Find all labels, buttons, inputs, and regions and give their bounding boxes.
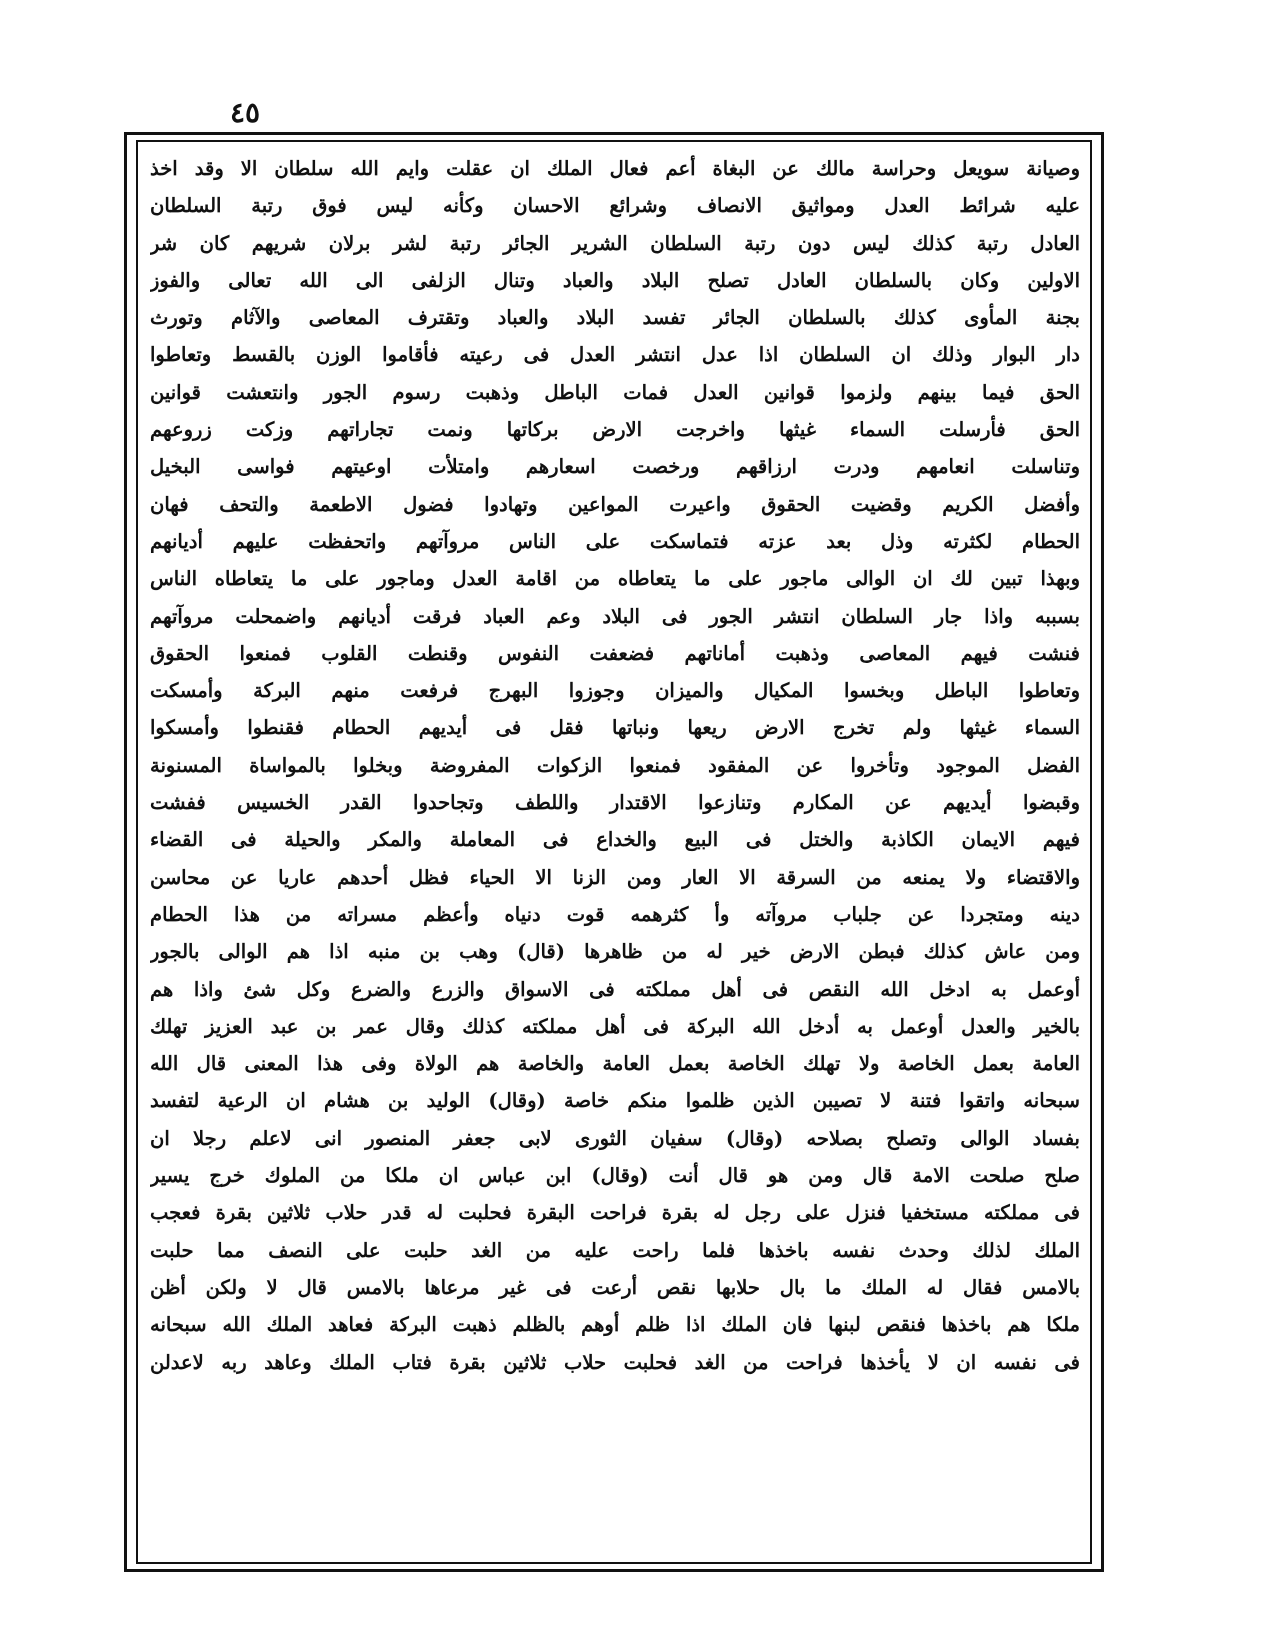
text-line: صلح صلحت الامة قال ومن هو قال أنت (وقال) ابن عباس ان ملكا من الملوك خرج يسير [150, 1164, 1080, 1188]
text-line: ملكا هم باخذها فنقص لبنها فان الملك اذا ظلم أوهم بالظلم ذهبت البركة فعاهد الملك الله سبحانه [150, 1313, 1080, 1337]
text-line: وأفضل الكريم وقضيت الحقوق واعيرت المواعين وتهادوا فضول الاطعمة والتحف فهان [150, 492, 1080, 516]
text-line: بسببه واذا جار السلطان انتشر الجور فى البلاد وعم العباد فرقت أديانهم واضمحلت مروآتهم [150, 604, 1080, 628]
text-line: فى نفسه ان لا يأخذها فراحت من الغد فحلبت حلاب ثلاثين بقرة فتاب الملك وعاهد ربه لاعدلن [150, 1350, 1080, 1374]
text-line: العادل رتبة كذلك ليس دون رتبة السلطان الشرير الجائر رتبة لشر برلان شريهم كان شر [150, 231, 1080, 255]
text-line: وصيانة سويعل وحراسة مالك عن البغاة أعم فعال الملك ان عقلت وايم الله سلطان الا وقد اخذ [150, 157, 1080, 180]
text-line: ومن عاش كذلك فبطن الارض خير له من ظاهرها (قال) وهب بن منبه اذا هم الوالى بالجور [150, 940, 1080, 964]
text-line: وتناسلت انعامهم ودرت ارزاقهم ورخصت اسعارهم وامتلأت اوعيتهم فواسى البخيل [150, 455, 1080, 479]
text-line: الحطام لكثرته وذل بعد عزته فتماسكت على الناس مروآتهم واتحفظت عليهم أديانهم [150, 529, 1080, 553]
text-line: الحق فيما بينهم ولزموا قوانين العدل فمات الباطل وذهبت رسوم الجور وانتعشت قوانين [150, 380, 1080, 404]
text-line: وقبضوا أيديهم عن المكارم وتنازعوا الاقتدار واللطف وتجاحدوا القدر الخسيس ففشت [150, 791, 1080, 815]
text-line: عليه شرائط العدل ومواثيق الانصاف وشرائع الاحسان وكأنه ليس فوق رتبة السلطان [150, 194, 1080, 218]
text-line: دار البوار وذلك ان السلطان اذا عدل انتشر العدل فى رعيته فأقاموا الوزن بالقسط وتعاطوا [150, 343, 1080, 367]
text-line: بجنة المأوى كذلك بالسلطان الجائر تفسد البلاد والعباد وتقترف المعاصى والآثام وتورث [150, 306, 1080, 330]
text-line: بالخير والعدل أوعمل به أدخل الله البركة فى أهل مملكته كذلك وقال عمر بن عبد العزيز تهلك [150, 1014, 1080, 1038]
text-line: فنشت فيهم المعاصى وذهبت أماناتهم فضعفت النفوس وقنطت القلوب فمنعوا الحقوق [150, 641, 1080, 665]
text-line: سبحانه واتقوا فتنة لا تصيبن الذين ظلموا منكم خاصة (وقال) الوليد بن هشام ان الرعية لتفسد [150, 1089, 1080, 1113]
body-text [150, 150, 1080, 1560]
text-line: السماء غيثها ولم تخرج الارض ريعها ونباتها فقل فى أيديهم الحطام فقنطوا وأمسكوا [150, 716, 1080, 740]
text-line: الاولين وكان بالسلطان العادل تصلح البلاد والعباد وتنال الزلفى الى الله تعالى والفوز [150, 268, 1080, 292]
text-line: بالامس فقال له الملك ما بال حلابها نقص أرعت فى غير مرعاها بالامس قال لا ولكن أظن [150, 1275, 1080, 1299]
text-line: بفساد الوالى وتصلح بصلاحه (وقال) سفيان الثورى لابى جعفر المنصور انى لاعلم رجلا ان [150, 1126, 1080, 1150]
text-line: وتعاطوا الباطل وبخسوا المكيال والميزان وجوزوا البهرج فرفعت منهم البركة وأمسكت [150, 679, 1080, 703]
text-line: فى مملكته مستخفيا فنزل على رجل له بقرة فراحت البقرة فحلبت له قدر حلاب ثلاثين بقرة فعجب [150, 1201, 1080, 1225]
text-line: أوعمل به ادخل الله النقص فى أهل مملكته فى الاسواق والزرع والضرع وكل شئ واذا هم [150, 977, 1080, 1001]
text-line: والاقتضاء ولا يمنعه من السرقة الا العار ومن الزنا الا الحياء فظل أحدهم عاريا عن محاسن [150, 865, 1080, 889]
text-line: الملك لذلك وحدث نفسه باخذها فلما راحت عليه من الغد حلبت على النصف مما حلبت [150, 1238, 1080, 1262]
text-line: وبهذا تبين لك ان الوالى ماجور على ما يتعاطاه من اقامة العدل وماجور على ما يتعاطاه الناس [150, 567, 1080, 591]
text-line: دينه ومتجردا عن جلباب مروآته وأ كثرهمه قوت دنياه وأعظم مسراته من هذا الحطام [150, 902, 1080, 926]
page-number: ٤٥ [229, 96, 261, 129]
text-line: العامة بعمل الخاصة ولا تهلك الخاصة بعمل العامة والخاصة هم الولاة وفى هذا المعنى قال الله [150, 1052, 1080, 1076]
text-line: الفضل الموجود وتأخروا عن المفقود فمنعوا الزكوات المفروضة وبخلوا بالمواساة المسنونة [150, 753, 1080, 777]
text-line: فيهم الايمان الكاذبة والختل فى البيع والخداع فى المعاملة والمكر والحيلة فى القضاء [150, 828, 1080, 852]
text-line: الحق فأرسلت السماء غيثها واخرجت الارض بركاتها ونمت تجاراتهم وزكت زروعهم [150, 418, 1080, 442]
